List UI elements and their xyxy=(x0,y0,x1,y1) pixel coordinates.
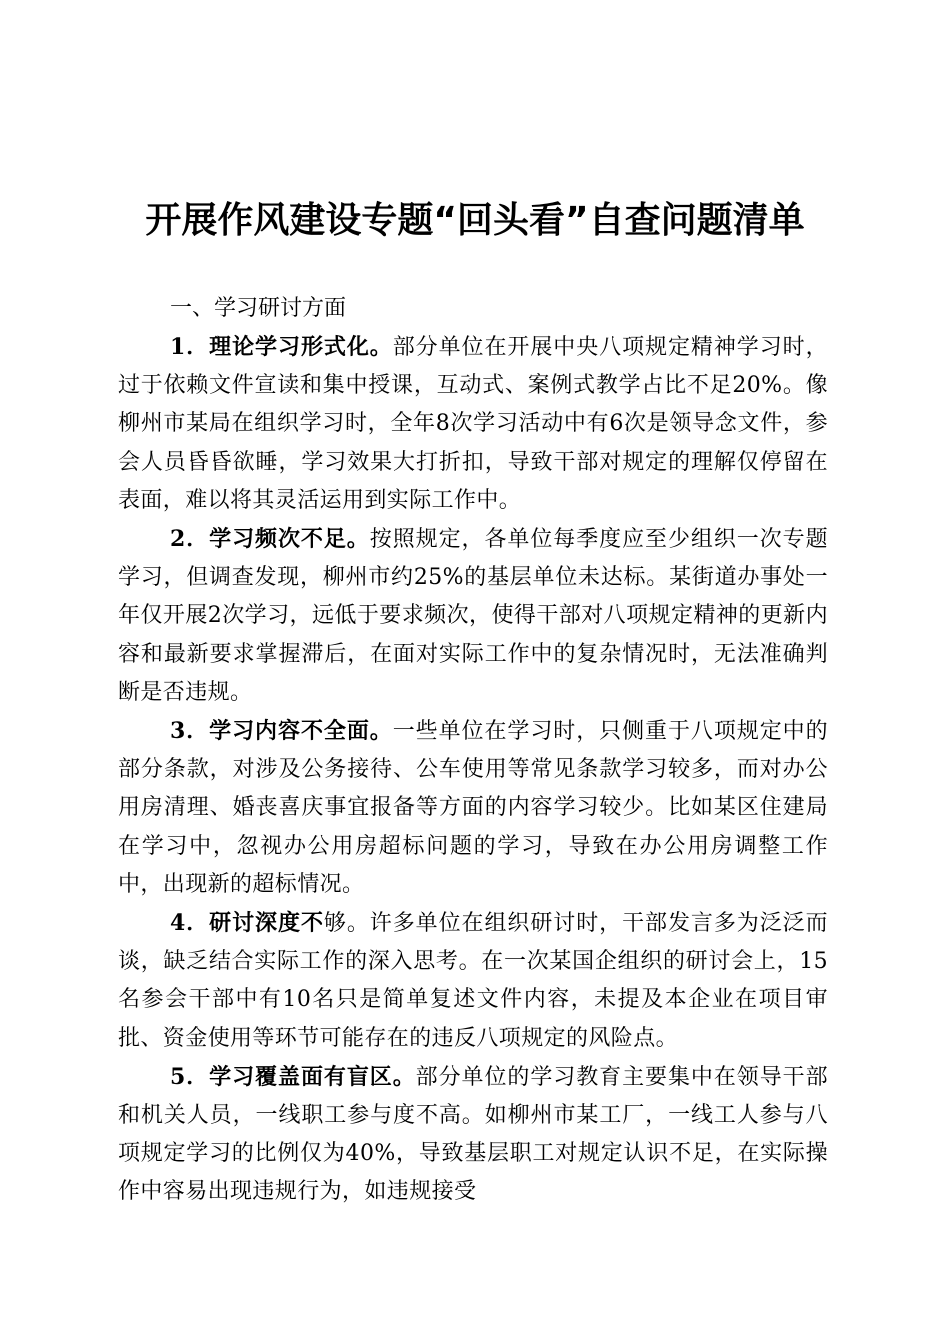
item-2-lead: 2．学习频次不足。 xyxy=(170,526,370,553)
item-4-text: 够。许多单位在组织研讨时，干部发言多为泛泛而谈，缺乏结合实际工作的深入思考。在一次某国企组织的研讨会上，15名参会干部中有10名只是简单复述文件内容，未提及本企业在项目审批、资金使用等环节可能存在的违反八项规定的风险点。 xyxy=(118,911,829,1051)
item-2-text: 按照规定，各单位每季度应至少组织一次专题学习，但调查发现，柳州市约25%的基层单位未达标。某街道办事处一年仅开展2次学习，远低于要求频次，使得干部对八项规定精神的更新内容和最新要求掌握滞后，在面对实际工作中的复杂情况时，无法准确判断是否违规。 xyxy=(118,527,828,705)
item-3-lead: 3．学习内容不全面。 xyxy=(170,718,393,745)
paragraph-item-3 xyxy=(118,712,828,904)
item-5-lead: 5．学习覆盖面有盲区。 xyxy=(170,1063,416,1090)
paragraph-item-4 xyxy=(118,904,828,1058)
paragraph-item-2 xyxy=(118,520,828,712)
item-1-lead: 1．理论学习形式化。 xyxy=(170,334,393,360)
item-1-text: 部分单位在开展中央八项规定精神学习时，过于依赖文件宣读和集中授课，互动式、案例式教学占比不足20%。像柳州市某局在组织学习时，全年8次学习活动中有6次是领导念文件，参会人员昏昏欲睡，学习效果大打折扣，导致干部对规定的理解仅停留在表面，难以将其灵活运用到实际工作中。 xyxy=(118,335,828,513)
item-5-text: 部分单位的学习教育主要集中在领导干部和机关人员，一线职工参与度不高。如柳州市某工厂，一线工人参与八项规定学习的比例仅为40%，导致基层职工对规定认识不足，在实际操作中容易出现违规行为，如违规接受 xyxy=(118,1064,828,1205)
document-title: 开展作风建设专题“回头看”自查问题清单 xyxy=(145,200,805,241)
paragraph-item-1 xyxy=(118,328,828,520)
paragraph-item-5 xyxy=(118,1058,828,1212)
item-4-lead: 4．研讨深度不 xyxy=(170,910,324,937)
section-heading: 一、学习研讨方面 xyxy=(170,296,347,321)
item-3-text: 一些单位在学习时，只侧重于八项规定中的部分条款，对涉及公务接待、公车使用等常见条款学习较多，而对办公用房清理、婚丧喜庆事宜报备等方面的内容学习较少。比如某区住建局在学习中，忽视办公用房超标问题的学习，导致在办公用房调整工作中，出现新的超标情况。 xyxy=(118,719,828,897)
document-body xyxy=(118,290,828,1212)
